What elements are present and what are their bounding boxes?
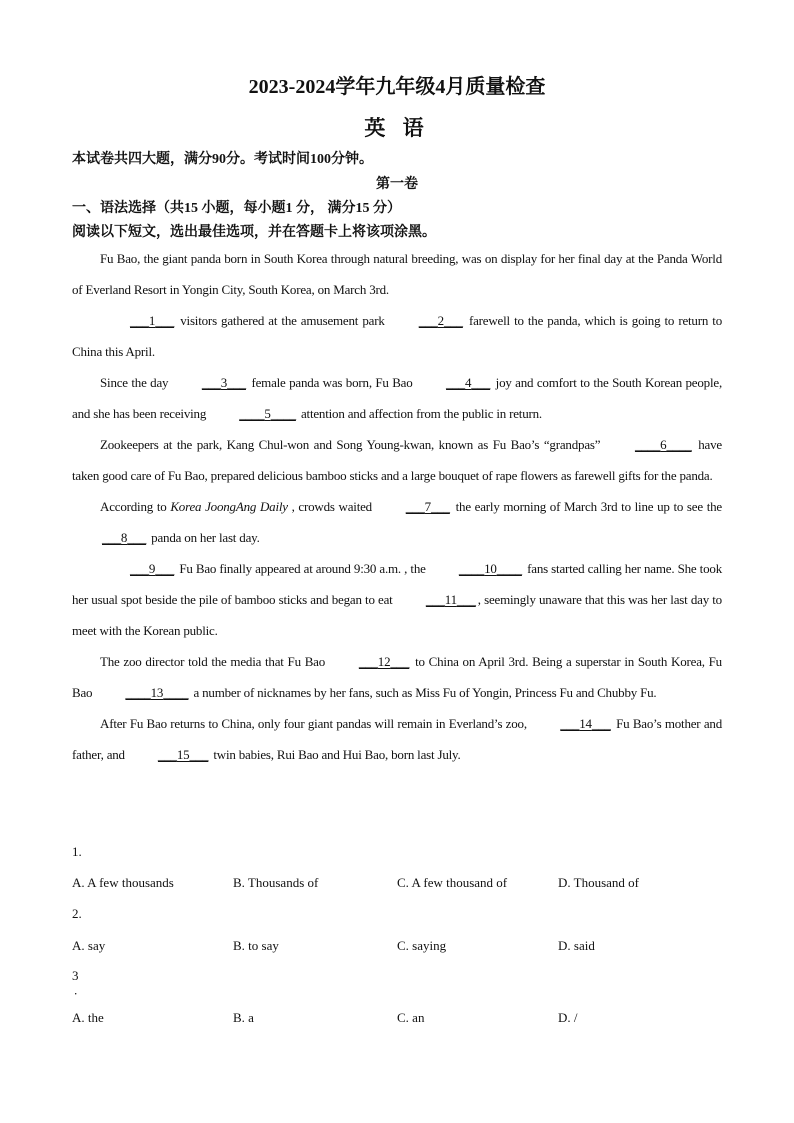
- section-heading: 一、语法选择（共15 小题，每小题1 分， 满分15 分）: [72, 201, 401, 216]
- blank-6: ____6____: [634, 437, 692, 452]
- blank-10: ____10____: [458, 561, 522, 576]
- blank-9: ___9___: [130, 561, 175, 576]
- passage-paragraph-3: Since the day ___3___ female panda was born, Fu Bao ___4___ joy and comfort to the South Korean people, and she has been receiving ____5____ attention and affection from the public in return.: [72, 367, 722, 429]
- q3-option-a[interactable]: A. the: [72, 1010, 104, 1025]
- newspaper-name: Korea JoongAng Daily: [170, 499, 288, 514]
- q1-option-c[interactable]: C. A few thousand of: [397, 875, 508, 890]
- exam-title: 2023-2024学年九年级4月质量检查: [248, 76, 546, 98]
- blank-1: ___1___: [130, 313, 175, 328]
- q1-option-a[interactable]: A. A few thousands: [72, 875, 174, 890]
- question-number-3: 3: [72, 968, 79, 983]
- blank-4: ___4___: [446, 375, 491, 390]
- exam-intro: 本试卷共四大题，满分90分。考试时间100分钟。: [72, 152, 373, 167]
- q3-option-c[interactable]: C. an: [397, 1010, 425, 1025]
- blank-7: ___7___: [405, 499, 450, 514]
- q3-option-b[interactable]: B. a: [233, 1010, 254, 1025]
- passage-paragraph-8: After Fu Bao returns to China, only four giant pandas will remain in Everland’s zoo, ___14___ Fu Bao’s mother and father, and ___15___ twin babies, Rui Bao and Hui Bao, born last July.: [72, 708, 722, 770]
- passage-paragraph-4: Zookeepers at the park, Kang Chul-won and Song Young-kwan, known as Fu Bao’s “grandpas” ____6____ have taken good care of Fu Bao, prepared delicious bamboo sticks and a large bouquet of rape flowers as farewell gifts for the panda.: [72, 429, 722, 491]
- question-3-dot: ．: [74, 985, 85, 997]
- volume-heading: 第一卷: [376, 177, 418, 192]
- q2-option-d[interactable]: D. said: [558, 938, 595, 953]
- subject-title: 英 语: [364, 116, 430, 140]
- passage-paragraph-2: ___1___ visitors gathered at the amusement park ___2___ farewell to the panda, which is going to return to China this April.: [72, 305, 722, 367]
- question-number-1: 1.: [72, 844, 82, 859]
- question-number-2: 2.: [72, 906, 82, 921]
- blank-13: ____13____: [125, 685, 189, 700]
- blank-3: ___3___: [201, 375, 246, 390]
- section-instruction: 阅读以下短文，选出最佳选项，并在答题卡上将该项涂黑。: [72, 225, 436, 240]
- q2-option-a[interactable]: A. say: [72, 938, 106, 953]
- q2-option-b[interactable]: B. to say: [233, 938, 279, 953]
- passage-paragraph-5: According to Korea JoongAng Daily , crowds waited ___7___ the early morning of March 3rd to line up to see the ___8___ panda on her last day.: [72, 491, 722, 553]
- q1-option-b[interactable]: B. Thousands of: [233, 875, 319, 890]
- passage-paragraph-7: The zoo director told the media that Fu Bao ___12___ to China on April 3rd. Being a superstar in South Korea, Fu Bao ____13____ a number of nicknames by her fans, such as Miss Fu of Yongin, Princess Fu and Chubby Fu.: [72, 646, 722, 708]
- reading-passage: [72, 243, 722, 770]
- blank-2: ___2___: [418, 313, 463, 328]
- passage-paragraph-6: ___9___ Fu Bao finally appeared at around 9:30 a.m. , the ____10____ fans started calling her name. She took her usual spot beside the pile of bamboo sticks and began to eat ___11___ , seemingly unaware that this was her last day to meet with the Korean public.: [72, 553, 722, 646]
- q2-option-c[interactable]: C. saying: [397, 938, 447, 953]
- blank-14: ___14___: [560, 716, 611, 731]
- passage-paragraph-1: Fu Bao, the giant panda born in South Korea through natural breeding, was on display for her final day at the Panda World of Everland Resort in Yongin City, South Korea, on March 3rd.: [72, 251, 722, 297]
- q1-option-d[interactable]: D. Thousand of: [558, 875, 640, 890]
- blank-15: ___15___: [157, 747, 209, 762]
- blank-11: ___11___: [425, 592, 476, 607]
- q3-option-d[interactable]: D. /: [558, 1010, 578, 1025]
- blank-12: ___12___: [358, 654, 410, 669]
- blank-8: ___8___: [102, 530, 147, 545]
- blank-5: ____5____: [239, 406, 296, 421]
